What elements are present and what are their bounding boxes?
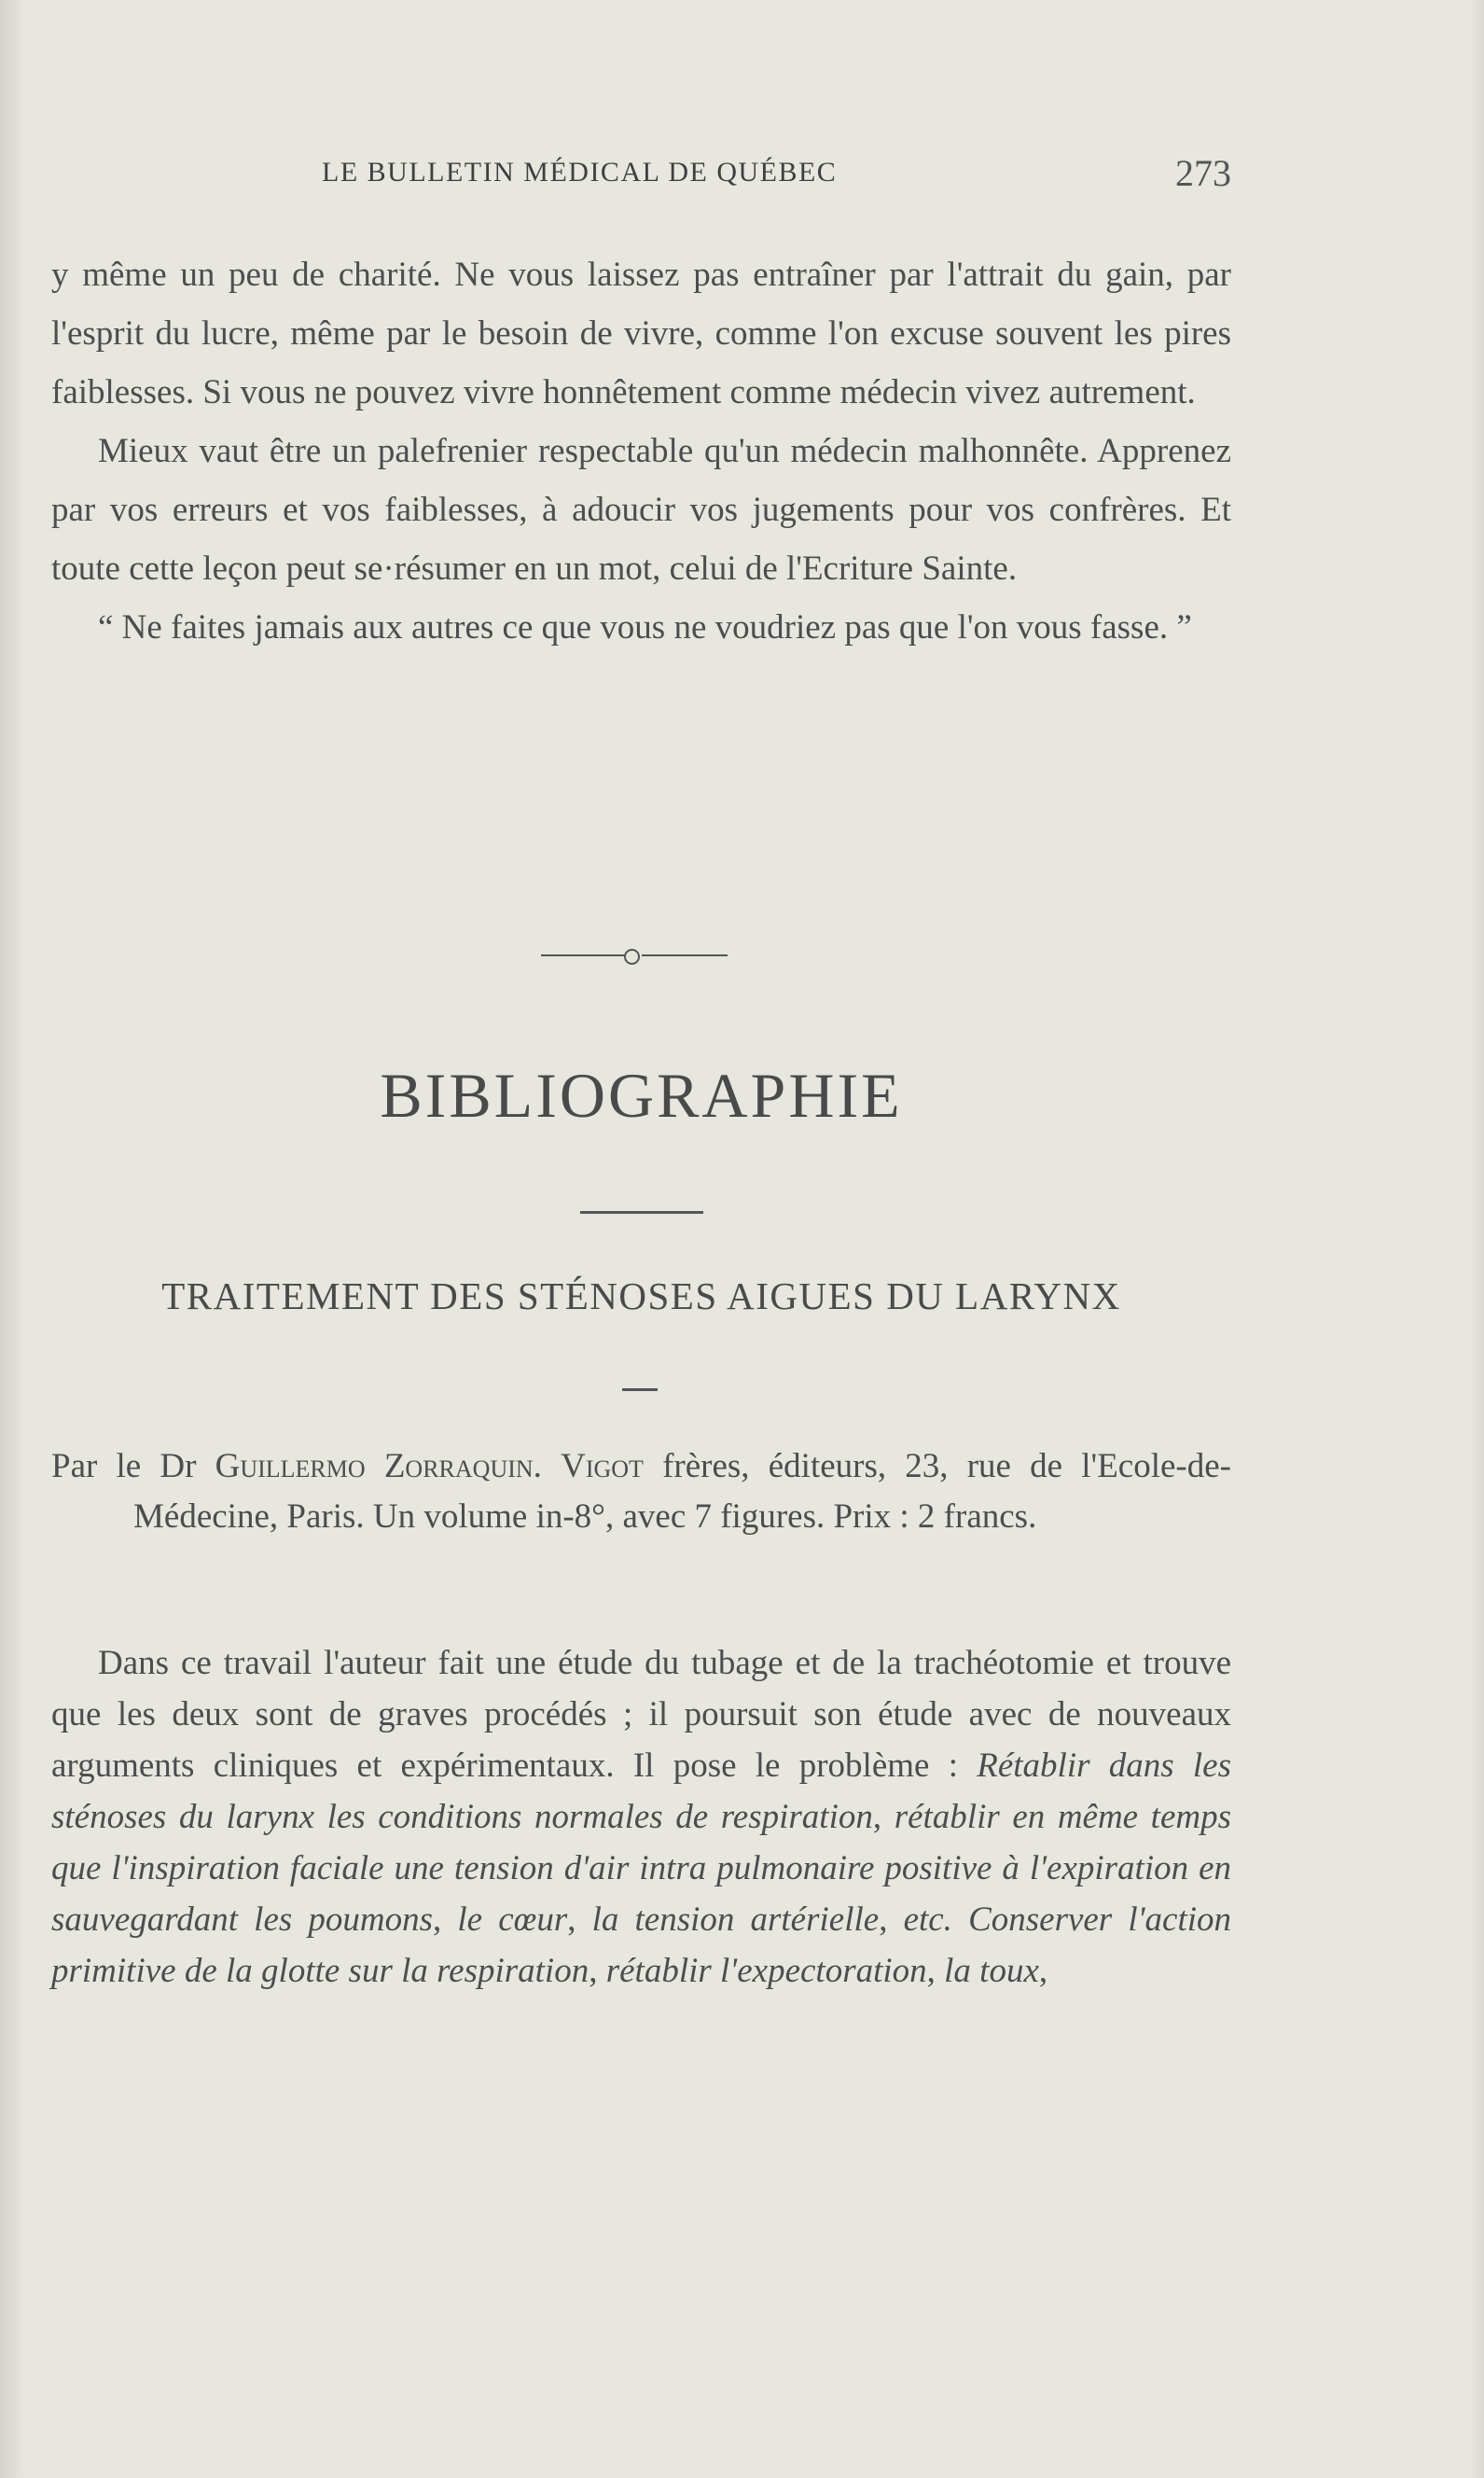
running-title: LE BULLETIN MÉDICAL DE QUÉBEC — [322, 157, 838, 188]
review-separator: , — [589, 1952, 606, 1990]
section-divider-ornament — [541, 946, 728, 965]
review-separator: , — [1038, 1952, 1048, 1990]
page-edge-shadow-right — [1471, 0, 1484, 2478]
article-title: TRAITEMENT DES STÉNOSES AIGUES DU LARYNX — [161, 1274, 1121, 1317]
review-separator — [952, 1900, 968, 1939]
review-paragraph — [51, 1637, 1231, 1997]
review-italic: rétablir en même temps que l'inspiration faciale une tension d'air intra pulmonaire positive à l'expiration en sauvegardant les poumons — [51, 1798, 1231, 1939]
review-separator: , — [872, 1798, 895, 1836]
citation-separator: . — [533, 1447, 562, 1485]
review-italic: le cœur — [457, 1900, 568, 1939]
review-italic: la toux — [944, 1952, 1039, 1990]
review-italic: Rétablir dans les sténoses du larynx les conditions normales de respiration — [51, 1747, 1231, 1836]
citation-author: Guillermo Zorraquin — [215, 1447, 534, 1485]
page-number: 273 — [1175, 152, 1231, 194]
quotation-paragraph: “ Ne faites jamais aux autres ce que vous ne voudriez pas que l'on vous fasse. ” — [98, 608, 1192, 647]
paragraph: y même un peu de charité. Ne vous laissez pas entraîner par l'attrait du gain, par l'esprit du lucre, même par le besoin de vivre, comme l'on excuse souvent les pires faiblesses. Si vous ne pouvez vivre honnêtement comme médecin vivez autrement. — [51, 256, 1231, 411]
review-separator: , — [926, 1952, 945, 1990]
paragraph: Mieux vaut être un palefrenier respectable qu'un médecin malhonnête. Apprenez par vos erreurs et vos faiblesses, à adoucir vos jugements pour vos confrères. Et toute cette leçon peut se·résumer en un mot, celui de l'Ecriture Sainte. — [51, 432, 1231, 588]
review-italic: Conserver l'action primitive de la glotte sur la respiration — [51, 1900, 1232, 1990]
citation-details: frères, éditeurs, 23, rue de l'Ecole-de-Médecine, Paris. Un volume in-8°, avec 7 figures. Prix : 2 francs. — [133, 1447, 1231, 1536]
bibliographic-citation — [51, 1441, 1231, 1542]
review-separator: , — [433, 1900, 458, 1939]
review-italic: etc. — [903, 1900, 952, 1939]
citation-publisher: Vigot — [561, 1447, 644, 1485]
page-edge-shadow-left — [0, 0, 26, 2478]
review-separator: , — [879, 1900, 904, 1939]
review-italic: rétablir l'expectoration — [605, 1952, 927, 1990]
review-text-roman: Dans ce travail l'auteur fait une étude du tubage et de la trachéotomie et trouve que les deux sont de graves procédés ; il poursuit son étude avec de nouveaux arguments cliniques et expérimentaux. Il pose le problème : — [51, 1644, 1231, 1785]
section-title: BIBLIOGRAPHIE — [380, 1060, 903, 1131]
continuation-text — [51, 245, 1231, 657]
review-separator: , — [567, 1900, 592, 1939]
review-italic: la tension artérielle — [591, 1900, 880, 1939]
title-rule — [580, 1211, 703, 1214]
review-text — [51, 1637, 1231, 1997]
citation-prefix: Par le Dr — [51, 1447, 215, 1485]
running-head — [51, 151, 1231, 198]
article-rule — [622, 1388, 658, 1391]
